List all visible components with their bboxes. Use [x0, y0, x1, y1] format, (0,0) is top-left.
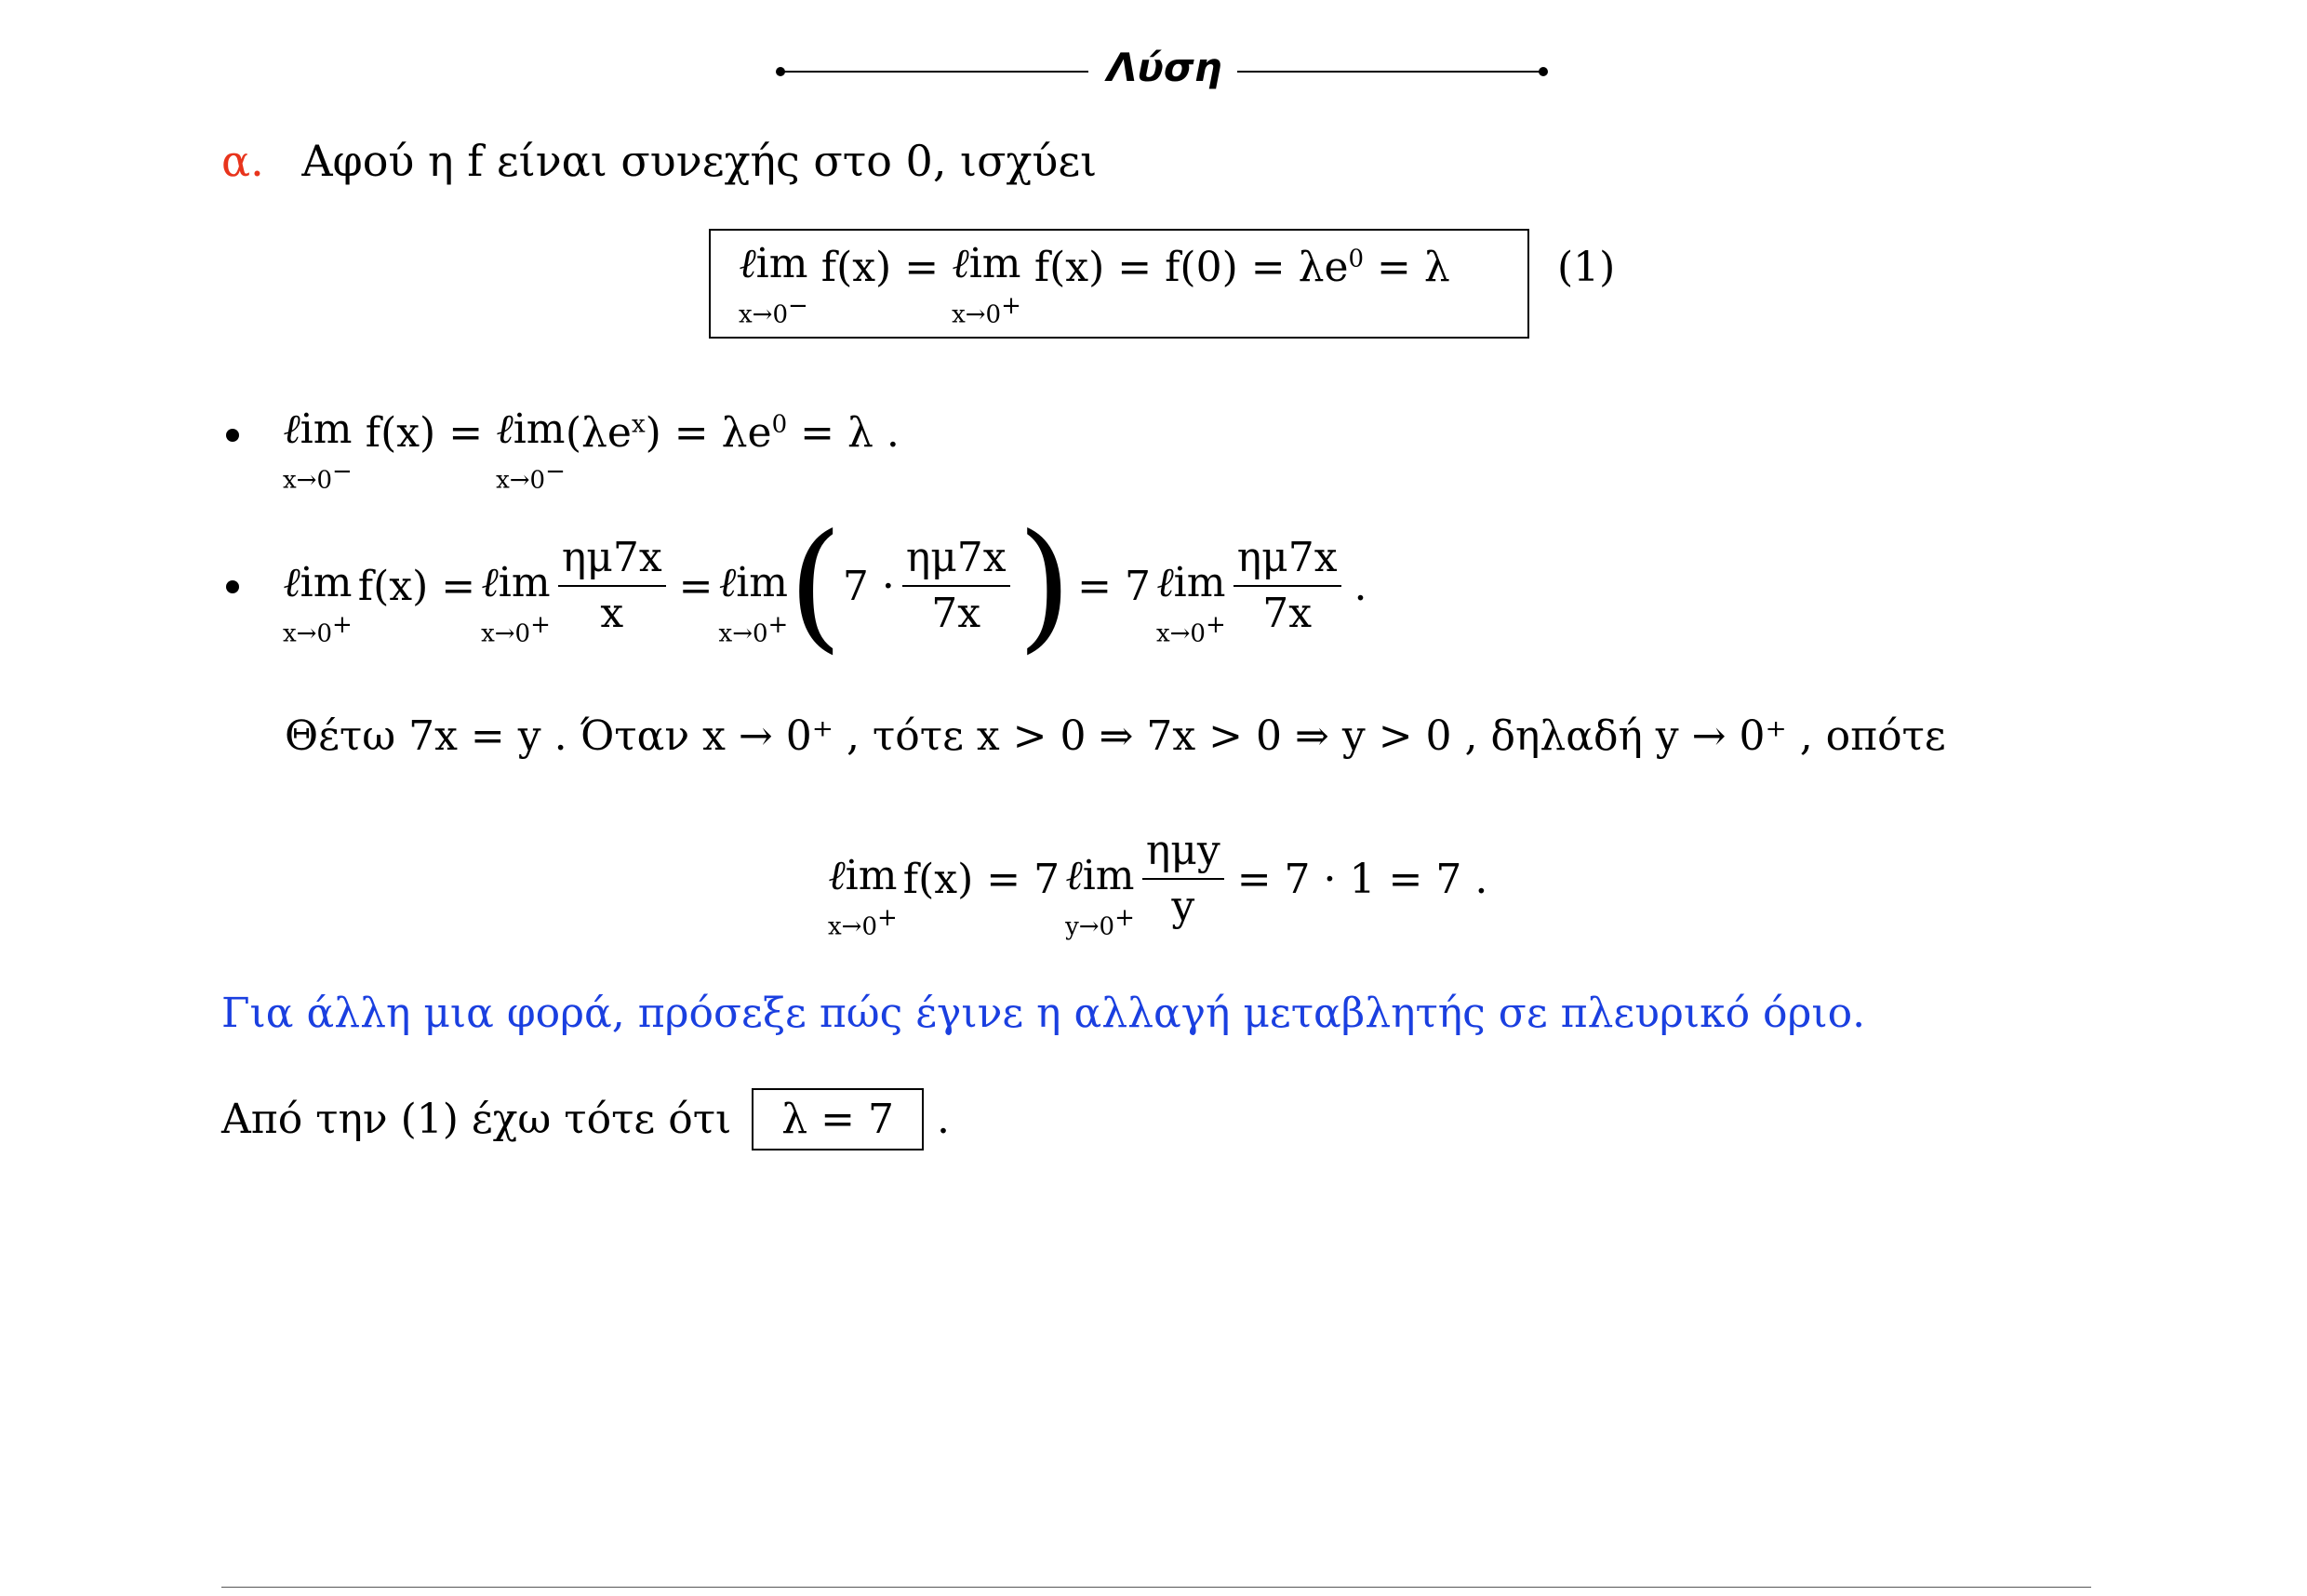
part-a-line — [221, 136, 1097, 186]
equation-1: ℓim x→0− f(x) = ℓim x→0+ $f(x) = f(0) = \lambda e^0 = \lambda$ — [739, 240, 1450, 329]
footer-rule — [221, 1587, 2091, 1588]
bullet-1-math: ℓim x→0− f(x) = ℓim x→0− $(\lambda e^x) = \lambda e^0 = \lambda$ . — [283, 406, 900, 495]
conclusion-suffix: . — [937, 1096, 951, 1143]
bullet-2-math: ℓim x→0+ f(x) = ℓim x→0+ $\frac{\eta\mu 7x}{x}$ = ℓim x→0+ ( 7 · $\frac{\eta\mu 7x}{7x}$ ) = 7 ℓim x→0+ $\frac{\eta\mu 7x}{7x}$ . — [283, 505, 1367, 667]
conclusion-prefix: Από την (1) έχω τότε ότι — [221, 1096, 732, 1143]
limit-right: ℓim x→0+ — [952, 240, 1021, 329]
conclusion-line — [221, 1088, 950, 1150]
section-title: Λύση — [1107, 45, 1222, 90]
header-right-dot — [1539, 67, 1548, 76]
equation-1-tag: (1) — [1557, 244, 1616, 291]
limit-left: ℓim x→0− — [739, 240, 808, 329]
part-a-label: α. — [221, 136, 264, 186]
header-left-rule — [781, 71, 1088, 73]
conclusion-boxed: λ = 7 — [752, 1088, 924, 1150]
note-text: Για άλλη μια φορά, πρόσεξε πώς έγινε η αλλαγή μεταβλητής σε πλευρικό όριο. — [221, 990, 1866, 1037]
final-equation: ℓim x→0+ f(x) = 7 ℓim y→0+ $\frac{\text{ημy}}{y}$ = 7 · 1 = 7 . — [828, 826, 1488, 941]
part-a-intro: Αφού η f είναι συνεχής στο 0, ισχύει — [301, 136, 1098, 186]
substitution-line: Θέτω 7x = y . Όταν x → 0⁺ , τότε x > 0 ⇒ 7x > 0 ⇒ y > 0 , δηλαδή y → 0⁺ , οπότε — [285, 712, 1946, 760]
bullet-2-marker — [226, 580, 239, 593]
bullet-1-marker — [226, 429, 239, 442]
header-right-rule — [1237, 71, 1544, 73]
